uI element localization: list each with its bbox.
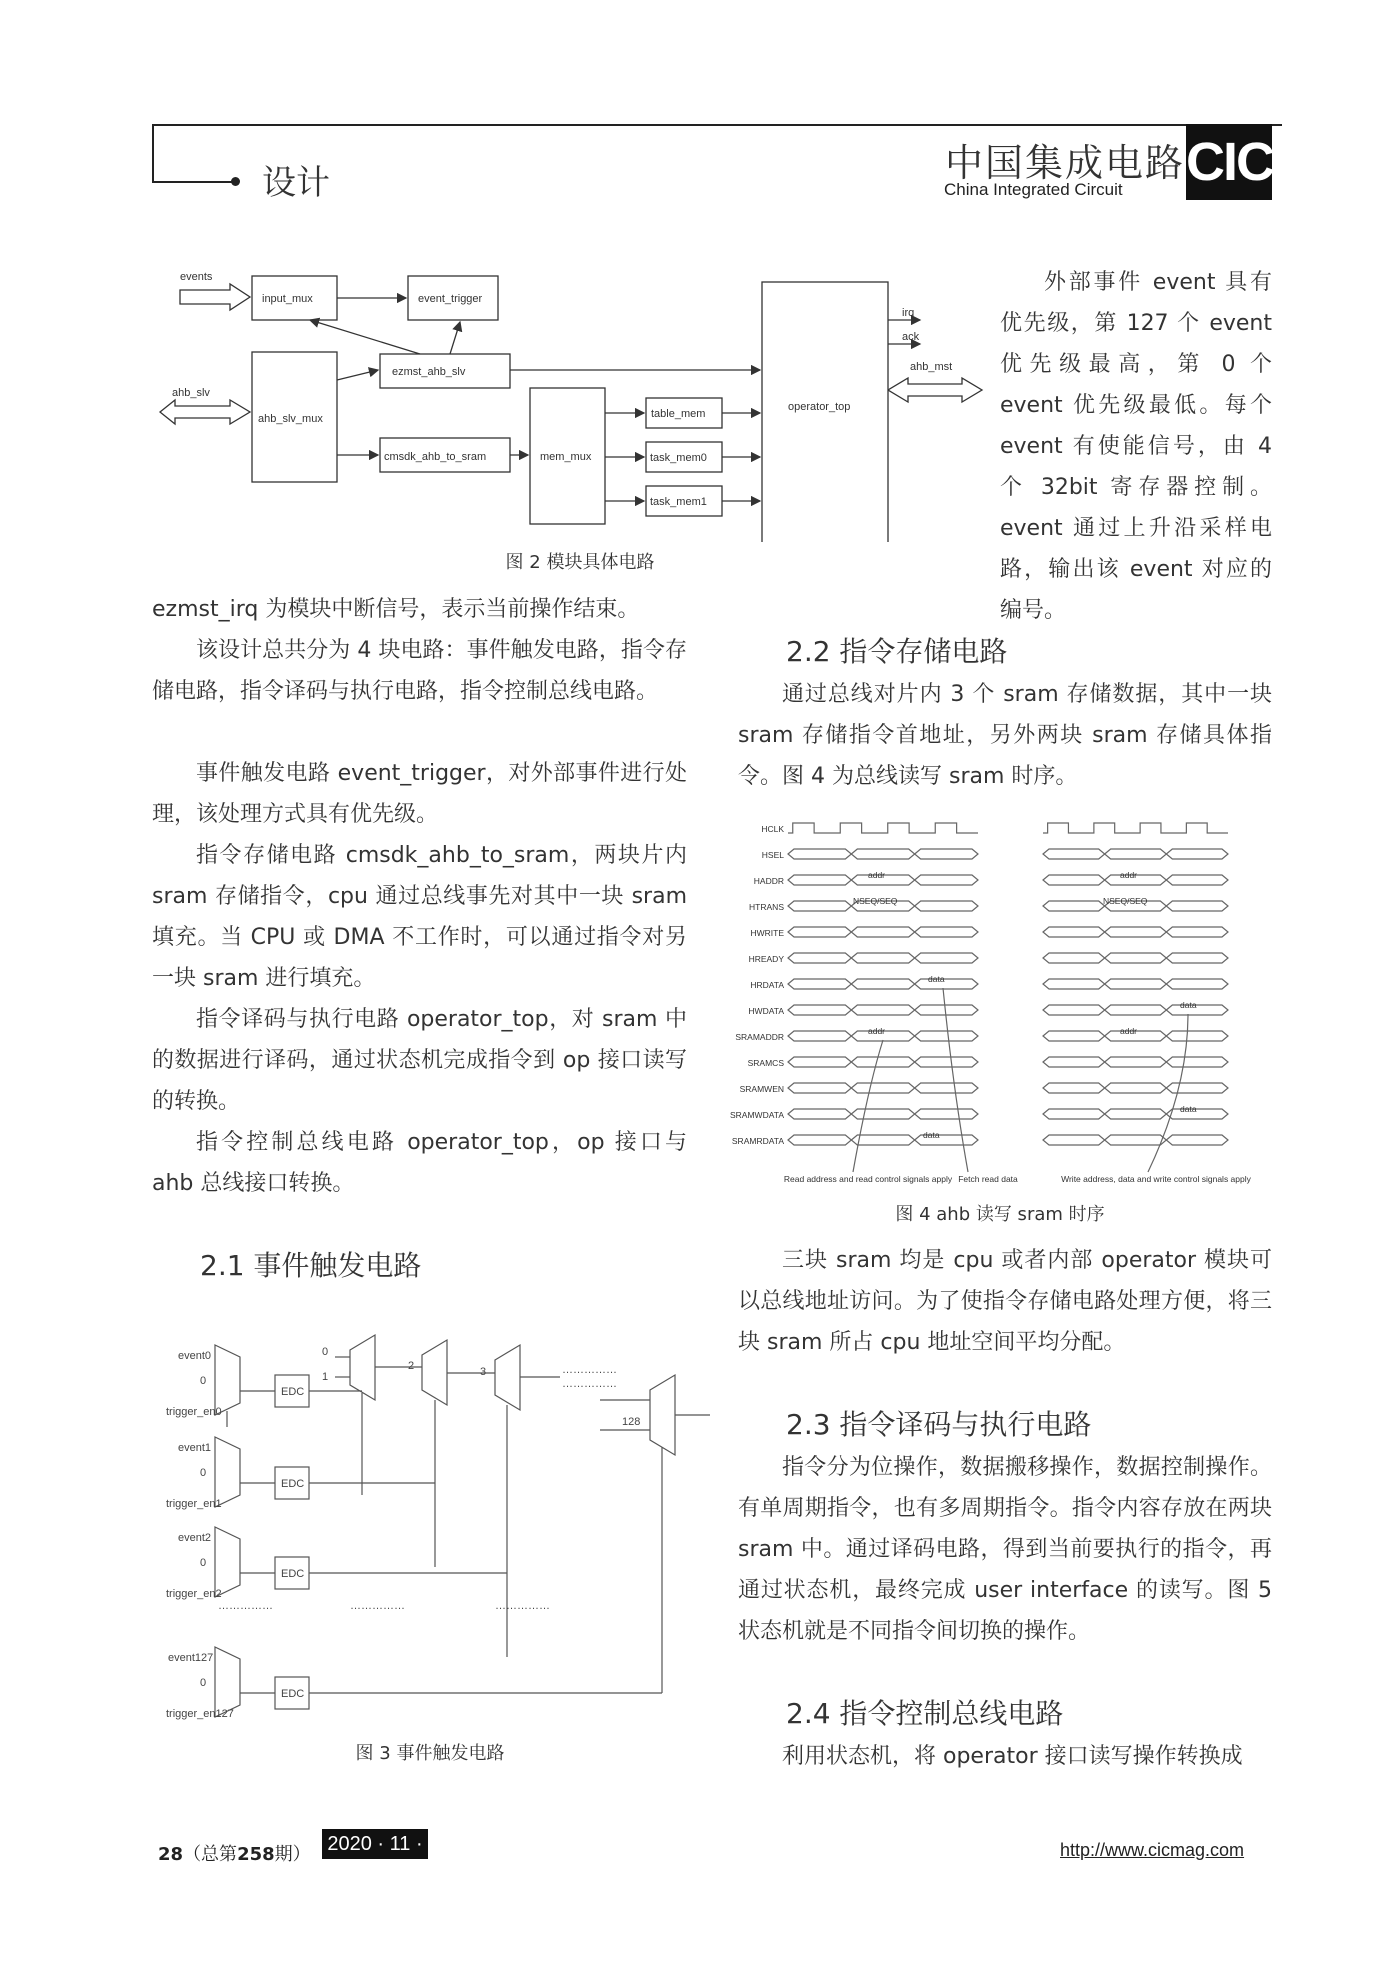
fig4-nseq-2: NSEQ/SEQ [1103,896,1148,906]
fig4-bus-12-0-0 [788,1135,851,1145]
fig4-bus-1-1-1 [1105,849,1167,859]
fig4-bus-1-0-0 [788,849,851,859]
fig4-bus-11-1-1 [1105,1109,1167,1119]
fig4-bus-3-1-0 [1043,901,1105,911]
paragraph-bus: 指令控制总线电路 operator_top，op 接口与 ahb 总线接口转换。 [152,1130,687,1196]
fig4-bus-4-0-1 [851,927,914,937]
fig3-trigger2: trigger_en2 [166,1588,222,1600]
fig4-bus-9-1-0 [1043,1057,1105,1067]
fig3-mux-in-0: 0 [322,1346,329,1358]
fig4-bus-9-1-2 [1166,1057,1228,1067]
heading-2-3: 2.3 指令译码与执行电路 [786,1408,1092,1441]
figure-3-caption: 图 3 事件触发电路 [355,1743,505,1764]
fig4-bus-9-1-1 [1105,1057,1167,1067]
fig4-signal-sramcs: SRAMCS [747,1058,784,1068]
fig2-label-cmsdk: cmsdk_ahb_to_sram [384,451,487,463]
fig4-bus-10-1-2 [1166,1083,1228,1093]
fig2-label-irq: irq [902,307,915,319]
fig3-stage-128: 128 [622,1416,641,1428]
fig4-addr-sram1: addr [868,1026,886,1036]
paragraph-irq: ezmst_irq 为模块中断信号，表示当前操作结束。 [152,597,640,622]
fig4-bus-5-0-1 [851,953,914,963]
header-rule [152,124,1282,126]
fig4-bus-4-1-2 [1166,927,1228,937]
fig4-bus-10-0-2 [915,1083,978,1093]
fig4-bus-5-0-2 [915,953,978,963]
fig3-event2: event2 [178,1532,212,1544]
fig4-bus-3-0-0 [788,901,851,911]
fig3-event127: event127 [168,1652,214,1664]
fig4-data-hrdata: data [928,974,945,984]
fig4-bus-8-0-2 [915,1031,978,1041]
heading-2-4: 2.4 指令控制总线电路 [786,1697,1064,1730]
fig4-bus-6-1-0 [1043,979,1105,989]
figure-4-caption: 图 4 ahb 读写 sram 时序 [895,1204,1105,1225]
figure-2-caption: 图 2 模块具体电路 [505,552,655,573]
fig4-addr-sram2: addr [1120,1026,1138,1036]
fig4-signal-sramrdata: SRAMRDATA [731,1136,784,1146]
paragraph-overview: 该设计总共分为 4 块电路：事件触发电路，指令存储电路，指令译码与执行电路，指令控制总线电路。 [152,638,687,704]
fig4-bus-1-1-0 [1043,849,1105,859]
fig2-label-events: events [180,271,213,283]
fig4-bus-2-1-2 [1166,875,1228,885]
fig2-label-event-trigger: event_trigger [418,293,483,305]
fig4-bus-3-0-2 [915,901,978,911]
fig3-trigger127: trigger_en127 [166,1708,234,1720]
fig2-label-ahb-slv: ahb_slv [172,387,210,399]
fig4-bus-11-0-2 [915,1109,978,1119]
fig4-bus-8-1-2 [1166,1031,1228,1041]
fig4-bus-5-1-2 [1166,953,1228,963]
fig2-label-mem-mux: mem_mux [540,451,592,463]
fig4-signal-htrans: HTRANS [749,902,784,912]
paragraph-2-3: 指令分为位操作，数据搬移操作，数据控制操作。有单周期指令，也有多周期指令。指令内容存放在两块 sram 中。通过译码电路，得到当前要执行的指令，再通过状态机，最终完成 user interface 的读写。图 5 状态机就是不同指令间切换的操作。 [738,1455,1272,1644]
header-tick-rule [152,181,234,183]
fig4-nseq-1: NSEQ/SEQ [853,896,898,906]
fig4-bus-4-0-2 [915,927,978,937]
fig4-signal-sramwdata: SRAMWDATA [730,1110,784,1120]
fig4-bus-10-0-1 [851,1083,914,1093]
fig3-edc2: EDC [281,1568,305,1580]
fig4-bus-11-0-0 [788,1109,851,1119]
fig3-event0: event0 [178,1350,212,1362]
fig3-zero0: 0 [200,1375,207,1387]
fig4-clock-0 [788,823,978,833]
fig4-bus-1-1-2 [1166,849,1228,859]
fig4-bus-2-0-0 [788,875,851,885]
fig4-signal-hclk: HCLK [761,824,784,834]
fig2-label-ahb-slv-mux: ahb_slv_mux [258,413,323,425]
figure-3-diagram [150,1305,710,1735]
journal-title-en: China Integrated Circuit [944,180,1123,199]
fig4-bus-10-1-0 [1043,1083,1105,1093]
paragraph-after-fig4: 三块 sram 均是 cpu 或者内部 operator 模块可以总线地址访问。为了使指令存储电路处理方便，将三块 sram 所占 cpu 地址空间平均分配。 [738,1248,1272,1355]
fig3-stage-2: 2 [408,1360,415,1372]
fig4-bus-6-0-1 [851,979,914,989]
fig3-dots-top: …………… [562,1364,617,1376]
fig3-zero1: 0 [200,1467,207,1479]
issue-suffix: 期） [274,1844,311,1865]
fig4-bus-5-1-0 [1043,953,1105,963]
paragraph-event-trigger: 事件触发电路 event_trigger，对外部事件进行处理，该处理方式具有优先级。 [152,761,687,827]
fig4-data-sramwdata: data [1180,1104,1197,1114]
fig4-bus-7-1-1 [1105,1005,1167,1015]
fig4-bus-11-0-1 [851,1109,914,1119]
fig4-bus-12-1-2 [1166,1135,1228,1145]
right-intro-paragraph: 外部事件 event 具有优先级，第 127 个 event 优先级最高，第 0 个 event 优先级最低。每个 event 有使能信号，由 4 个 32bit 寄存器控制。event 通过上升沿采样电路，输出该 event 对应的编号。 [1000,270,1272,623]
heading-2-1: 2.1 事件触发电路 [200,1249,422,1282]
fig4-bus-9-0-2 [915,1057,978,1067]
fig4-bus-1-0-1 [851,849,914,859]
fig4-signal-sramaddr: SRAMADDR [735,1032,784,1042]
paragraph-operator: 指令译码与执行电路 operator_top，对 sram 中的数据进行译码，通过状态机完成指令到 op 接口读写的转换。 [152,1007,687,1114]
journal-logo: CIC [1186,124,1272,200]
fig4-bus-12-1-0 [1043,1135,1105,1145]
fig3-trigger1: trigger_en1 [166,1498,222,1510]
fig3-dots-row-2: …………… [350,1600,405,1612]
header-left-rule [152,124,154,182]
fig4-signal-sramwen: SRAMWEN [739,1084,784,1094]
fig4-note-fetch: Fetch read data [958,1174,1018,1184]
fig4-bus-11-1-2 [1166,1109,1228,1119]
fig4-addr-2: addr [1120,870,1138,880]
fig3-mux-in-1: 1 [322,1371,329,1383]
fig4-annot-read-line [853,1040,883,1172]
fig3-stage-3: 3 [480,1366,487,1378]
fig4-bus-7-0-0 [788,1005,851,1015]
fig4-bus-6-1-2 [1166,979,1228,989]
issue-number: 258 [237,1844,275,1865]
fig2-label-task-mem1: task_mem1 [650,496,707,508]
fig4-bus-8-1-0 [1043,1031,1105,1041]
fig2-label-ezmst: ezmst_ahb_slv [392,366,466,378]
fig4-bus-6-1-1 [1105,979,1167,989]
footer-page [158,1840,311,1866]
page-number: 28 [158,1844,184,1865]
fig4-bus-6-0-2 [915,979,978,989]
fig2-label-operator-top: operator_top [788,401,851,413]
fig2-label-ack: ack [902,331,920,343]
fig4-bus-5-1-1 [1105,953,1167,963]
fig4-signal-hwrite: HWRITE [750,928,784,938]
journal-title-cn: 中国集成电路 [945,141,1186,185]
events-arrow-icon [180,284,250,310]
fig4-data-hwdata: data [1180,1000,1197,1010]
fig3-zero127: 0 [200,1677,207,1689]
fig3-dots-row-1: …………… [218,1600,273,1612]
fig4-bus-7-0-2 [915,1005,978,1015]
fig2-label-table-mem: table_mem [651,408,706,420]
fig4-data-sramrdata: data [923,1130,940,1140]
fig3-edc127: EDC [281,1688,305,1700]
fig2-label-task-mem0: task_mem0 [650,452,707,464]
fig4-bus-10-1-1 [1105,1083,1167,1093]
figure-2-diagram [150,262,990,542]
issue-prefix: （总第 [183,1844,238,1865]
fig4-note-read: Read address and read control signals apply [783,1174,953,1184]
footer-url[interactable]: http://www.cicmag.com [1060,1840,1245,1860]
fig2-label-ahb-mst: ahb_mst [910,361,953,373]
fig4-bus-7-0-1 [851,1005,914,1015]
section-label: 设计 [262,163,330,203]
fig4-signal-hready: HREADY [748,954,784,964]
fig4-bus-4-0-0 [788,927,851,937]
fig4-bus-12-0-1 [851,1135,914,1145]
heading-2-2: 2.2 指令存储电路 [786,635,1008,668]
fig4-bus-6-0-0 [788,979,851,989]
fig4-bus-11-1-0 [1043,1109,1105,1119]
fig4-bus-3-1-2 [1166,901,1228,911]
fig3-dots-row-3: …………… [495,1600,550,1612]
fig4-bus-9-0-0 [788,1057,851,1067]
fig4-addr-1: addr [868,870,886,880]
fig4-signal-hwdata: HWDATA [748,1006,784,1016]
fig2-label-input-mux: input_mux [262,293,313,305]
footer-date: 2020 · 11 · [322,1829,428,1859]
fig4-bus-7-1-0 [1043,1005,1105,1015]
paragraph-2-2: 通过总线对片内 3 个 sram 存储数据，其中一块 sram 存储指令首地址，另外两块 sram 存储具体指令。图 4 为总线读写 sram 时序。 [738,682,1272,789]
fig4-bus-4-1-1 [1105,927,1167,937]
fig3-zero2: 0 [200,1557,207,1569]
fig4-signal-hrdata: HRDATA [750,980,784,990]
fig4-clock-1 [1043,823,1228,833]
fig4-bus-12-1-1 [1105,1135,1167,1145]
ahb-mst-arrow-icon [888,378,982,402]
paragraph-cmsdk: 指令存储电路 cmsdk_ahb_to_sram，两块片内 sram 存储指令，cpu 通过总线事先对其中一块 sram 填充。当 CPU 或 DMA 不工作时，可以通过指令对另一块 sram 进行填充。 [152,843,687,991]
figure-4-diagram [718,808,1278,1188]
fig4-bus-5-0-0 [788,953,851,963]
fig4-bus-7-1-2 [1166,1005,1228,1015]
paragraph-2-4: 利用状态机，将 operator 接口读写操作转换成 [782,1744,1243,1769]
fig3-event1: event1 [178,1442,212,1454]
fig4-signal-haddr: HADDR [753,876,784,886]
fig3-dots-top2: …………… [562,1378,617,1390]
fig4-signal-hsel: HSEL [761,850,784,860]
ahb-slv-arrow-icon [160,400,250,424]
fig4-bus-8-0-0 [788,1031,851,1041]
header-dot-icon [231,177,240,186]
fig4-bus-9-0-1 [851,1057,914,1067]
fig4-note-write: Write address, data and write control signals apply [1061,1174,1251,1184]
fig4-bus-2-1-0 [1043,875,1105,885]
fig3-edc1: EDC [281,1478,305,1490]
fig4-bus-4-1-0 [1043,927,1105,937]
fig3-trigger0: trigger_en0 [166,1406,222,1418]
fig4-bus-1-0-2 [915,849,978,859]
fig4-bus-2-0-2 [915,875,978,885]
fig3-edc0: EDC [281,1386,305,1398]
fig4-bus-10-0-0 [788,1083,851,1093]
